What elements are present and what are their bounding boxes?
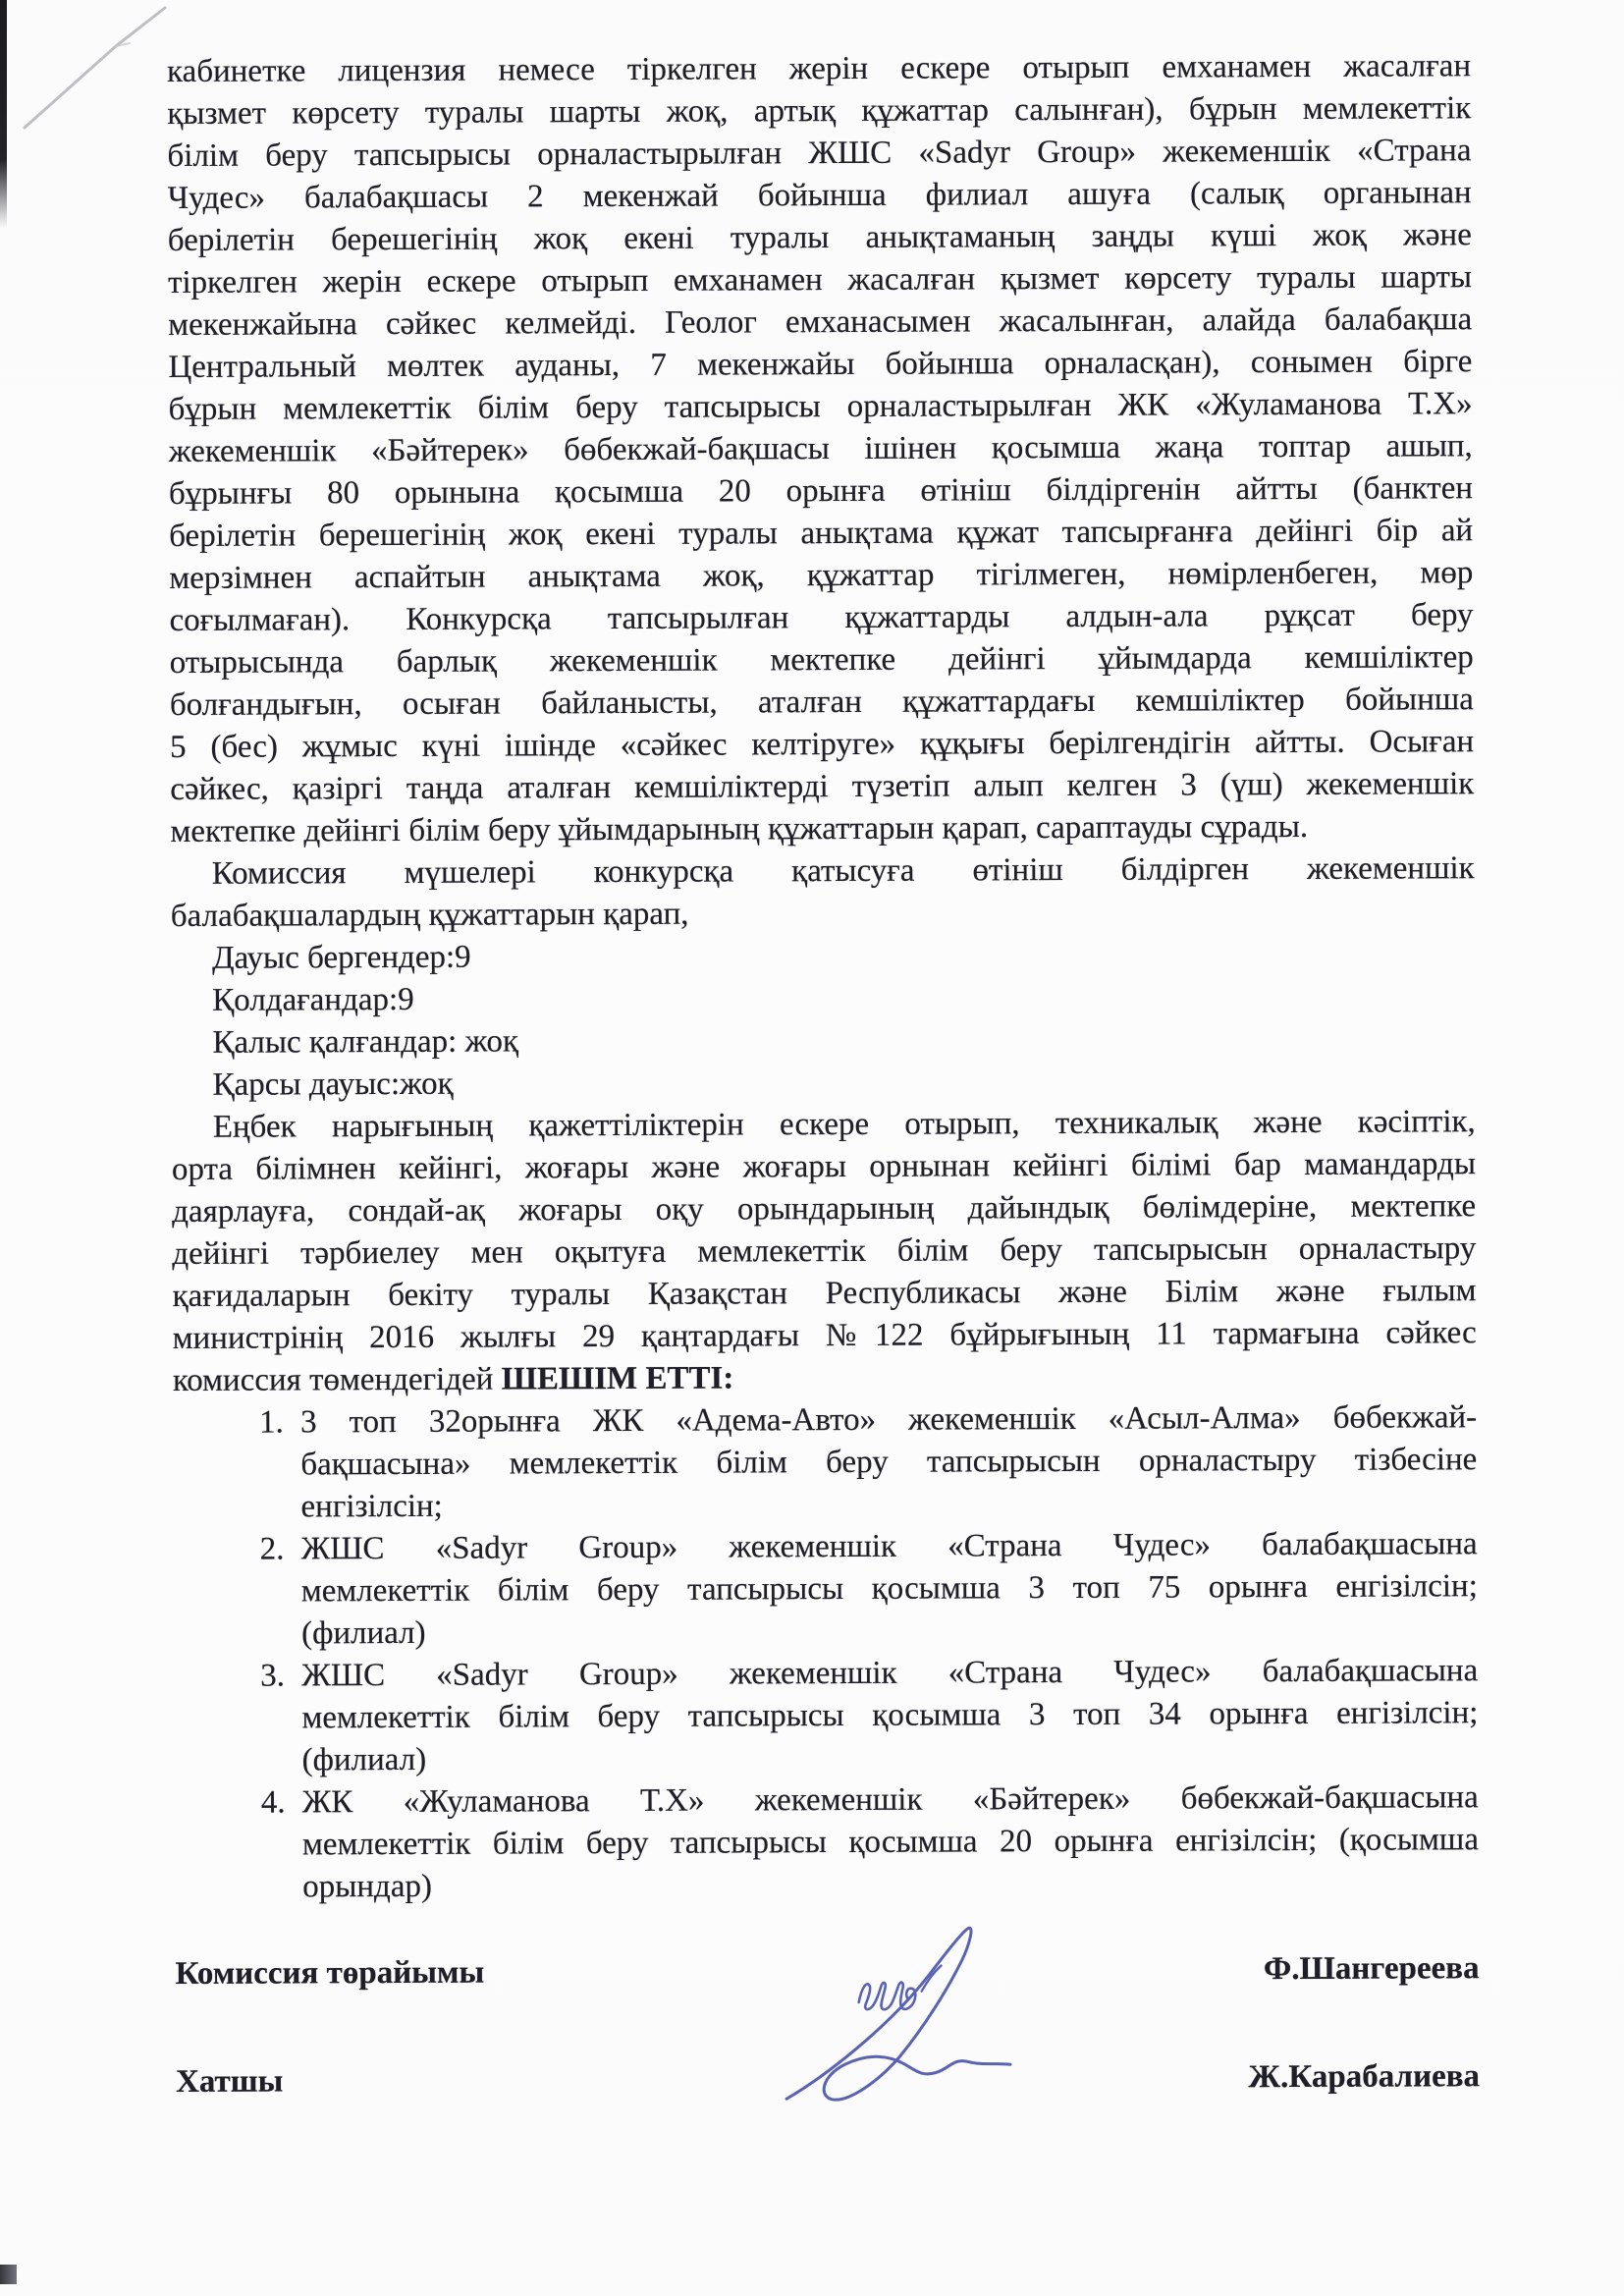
document-line: енгізілсін; xyxy=(300,1488,443,1525)
document-text xyxy=(167,45,1480,2104)
document-list-line: 4. ЖК «Жуламанова Т.Х» жекеменшік «Бәйтерек» бөбекжай-бақшасына xyxy=(175,1777,1479,1825)
document-line: мемлекеттік білім беру тапсырысы қосымша 20 орынға енгізілсін; (қосымша xyxy=(301,1822,1480,1863)
document-line: тіркелген жерін ескере отырып емханамен жасалған қызмет көрсету туралы шарты xyxy=(167,259,1473,301)
list-number: 2. xyxy=(259,1531,285,1567)
secretary-title: Хатшы xyxy=(175,2063,284,2100)
document-line: мемлекеттік білім беру тапсырысы қосымша 3 топ 34 орынға енгізілсін; xyxy=(301,1695,1479,1736)
list-number: 4. xyxy=(260,1784,286,1821)
document-line: мектепке дейінгі білім беру ұйымдарының құжаттарын қарап, сараптауды сұрады. xyxy=(170,808,1309,849)
document-line: балабақшалардың құжаттарын қарап, xyxy=(170,896,689,934)
document-line: соғылмаған). Конкурсқа тапсырылған құжаттарды алдын-ала рұқсат беру xyxy=(169,597,1474,638)
list-number: 1. xyxy=(259,1404,284,1441)
document-list-line: 1. 3 топ 32орынға ЖК «Адема-Авто» жекеменшік «Асыл-Алма» бөбекжай- xyxy=(173,1396,1477,1445)
document-line: дейінгі тәрбиелеу мен оқытуға мемлекеттік білім беру тапсырысын орналастыру xyxy=(172,1230,1477,1272)
secretary-name: Ж.Карабалиева xyxy=(1248,2058,1481,2096)
document-line: комиссия төмендегідей ШЕШІМ ЕТТІ: xyxy=(172,1360,734,1398)
document-list-line: 2. ЖШС «Sadyr Group» жекеменшік «Страна Чудес» балабақшасына xyxy=(174,1523,1478,1571)
signature-row-chairman xyxy=(175,1947,1479,1995)
chairman-title: Комиссия төрайымы xyxy=(175,1954,485,1992)
decision-keyword: ШЕШІМ ЕТТІ: xyxy=(501,1360,734,1397)
document-line: кабинетке лицензия немесе тіркелген жерін ескере отырып емханамен жасалған xyxy=(167,48,1472,89)
document-line: Еңбек нарығының қажеттіліктерін ескере отырып, техникалық және кәсіптік, xyxy=(212,1104,1476,1145)
document-line: жекеменшік «Бәйтерек» бөбекжай-бақшасы ішінен қосымша жаңа топтар ашып, xyxy=(168,428,1473,469)
document-line: Қолдағандар:9 xyxy=(212,981,414,1018)
signature-row-secretary xyxy=(176,2055,1480,2104)
document-line: Чудес» балабақшасы 2 мекенжай бойынша филиал ашуға (салық органынан xyxy=(167,175,1472,216)
document-line: Қалыс қалғандар: жоқ xyxy=(212,1023,519,1061)
document-line: орындар) xyxy=(302,1868,433,1905)
document-line: сәйкес, қазіргі таңда аталған кемшіліктерді түзетіп алып келген 3 (үш) жекеменшік xyxy=(170,766,1475,807)
document-line: мекенжайына сәйкес келмейді. Геолог емханасымен жасалынған, алайда балабақша xyxy=(168,301,1473,343)
document-line: бұрын мемлекеттік білім беру тапсырысы орналастырылған ЖК «Жуламанова Т.Х» xyxy=(168,386,1473,427)
document-line: даярлауға, сондай-ақ жоғары оқу орындарының дайындық бөлімдеріне, мектепке xyxy=(172,1188,1477,1230)
document-line: 5 (бес) жұмыс күні ішінде «сәйкес келтіруге» құқығы берілгендігін айтты. Осыған xyxy=(170,724,1475,765)
document-line: қағидаларын бекіту туралы Қазақстан Республикасы және Білім және ғылым xyxy=(172,1273,1477,1314)
document-line: отырысында барлық жекеменшік мектепке дейінгі ұйымдарда кемшіліктер xyxy=(169,639,1474,681)
document-line: Қарсы дауыс:жоқ xyxy=(212,1066,454,1103)
scan-corner-mark xyxy=(0,2265,17,2284)
list-number: 3. xyxy=(260,1658,286,1694)
document-line: (филиал) xyxy=(301,1741,427,1778)
document-list-line: 3. ЖШС «Sadyr Group» жекеменшік «Страна Чудес» балабақшасына xyxy=(174,1650,1478,1698)
document-line: (филиал) xyxy=(300,1614,426,1652)
document-line: орта білімнен кейінгі, жоғары және жоғары орнынан кейінгі білімі бар мамандарды xyxy=(171,1146,1477,1187)
document-line: қызмет көрсету туралы шарты жоқ, артық құжаттар салынған), бұрын мемлекеттік xyxy=(167,90,1472,132)
document-line: бақшасына» мемлекеттік білім беру тапсырысын орналастыру тізбесіне xyxy=(300,1442,1478,1483)
document-line: Дауыс бергендер:9 xyxy=(211,939,471,976)
chairman-name: Ф.Шангереева xyxy=(1263,1950,1480,1988)
document-line: берілетін берешегінің жоқ екені туралы анықтама құжат тапсырғанға дейінгі бір ай xyxy=(169,513,1474,554)
document-line: білім беру тапсырысы орналастырылған ЖШС «Sadyr Group» жекеменшік «Страна xyxy=(167,133,1472,174)
document-line: берілетін берешегінің жоқ екені туралы анықтаманың заңды күші жоқ және xyxy=(167,217,1472,258)
document-line: мерзімнен аспайтын анықтама жоқ, құжаттар тігілмеген, нөмірленбеген, мөр xyxy=(169,555,1474,596)
document-line: Комиссия мүшелері конкурсқа қатысуға өтініш білдірген жекеменшік xyxy=(211,850,1475,892)
document-line: Центральный мөлтек ауданы, 7 мекенжайы бойынша орналасқан), сонымен бірге xyxy=(168,344,1473,385)
document-line: министрінің 2016 жылғы 29 қаңтардағы №122 бұйрығының 11 тармағына сәйкес xyxy=(172,1315,1477,1356)
document-line: болғандығын, осыған байланысты, аталған құжаттардағы кемшіліктер бойынша xyxy=(169,682,1474,723)
document-line: мемлекеттік білім беру тапсырысы қосымша 3 топ 75 орынға енгізілсін; xyxy=(300,1568,1478,1610)
document-line: бұрынғы 80 орынына қосымша 20 орынға өтініш білдіргенін айтты (банктен xyxy=(168,470,1474,512)
